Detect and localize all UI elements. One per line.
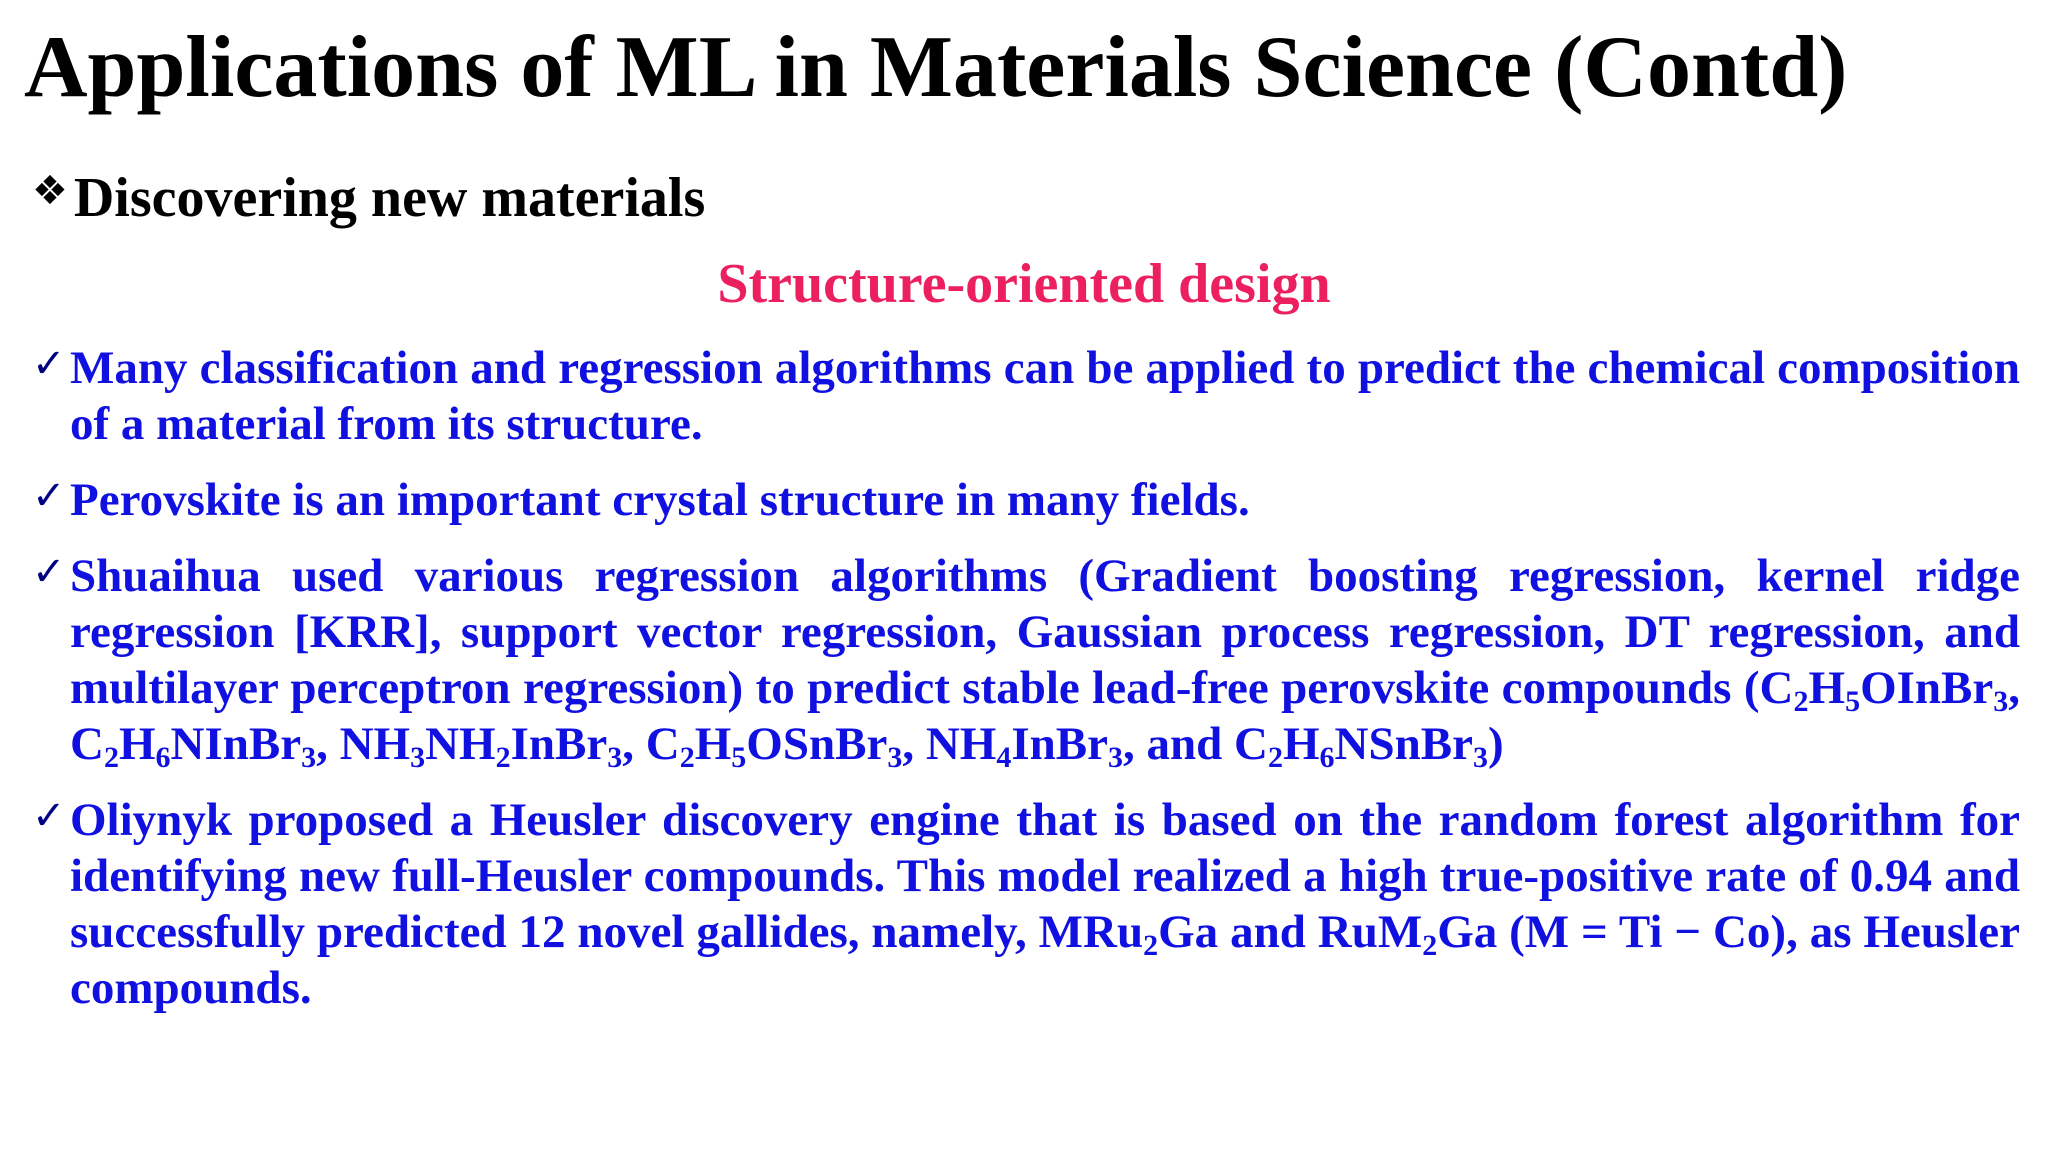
chemical-formula: $NH_4InBr_3$ — [925, 718, 1123, 774]
formula-list: ($C_2H_5OInBr_3$, $C_2H_6NInBr_3$, $NH_3NH_2InBr_3$, $C_2H_5OSnBr_3$, $NH_4InBr_3$, and $C_2H_6NSnBr_3$) — [70, 662, 2021, 774]
checkmark-icon: ✓ — [32, 473, 66, 519]
chemical-formula: $NH_3NH_2InBr_3$ — [339, 718, 623, 774]
slide-title: Applications of ML in Materials Science (Contd) — [24, 19, 1848, 116]
chemical-formula: $C_2H_5OInBr_3$ — [1759, 662, 2009, 718]
formula-rum2ga: RuM$_2$Ga — [1317, 906, 1498, 962]
chemical-formula: $C_2H_6NInBr_3$ — [70, 718, 317, 774]
bullet-text: Many classification and regression algorithms can be applied to predict the chemical composition of a material from its structure. — [70, 342, 2020, 450]
checkmark-icon: ✓ — [32, 549, 66, 595]
checkmark-icon: ✓ — [32, 341, 66, 387]
bullet-item-oliynyk — [32, 792, 2021, 1016]
bullet-list — [32, 340, 2021, 1036]
checkmark-icon: ✓ — [32, 793, 66, 839]
bullet-text: Perovskite is an important crystal structure in many fields. — [70, 474, 1250, 526]
chemical-formula: $C_2H_5OSnBr_3$ — [645, 718, 903, 774]
bullet-text: Oliynyk proposed a Heusler discovery engine that is based on the random forest algorithm for identifying new full-Heusler compounds. This model realized a high true-positive rate of 0.94 and successfully predicted 12 novel gallides, namely, — [70, 794, 2020, 958]
bullet-item-classification — [32, 340, 2020, 452]
section-heading-text: Discovering new materials — [73, 167, 706, 229]
section-heading — [32, 166, 705, 230]
formula-mru2ga: MRu$_2$Ga — [1038, 906, 1219, 962]
subheading: Structure-oriented design — [717, 253, 1331, 315]
chemical-formula: $C_2H_6NSnBr_3$ — [1233, 718, 1488, 774]
bullet-item-perovskite — [32, 472, 2020, 528]
bullet-text-joiner: and — [1218, 906, 1318, 958]
bullet-item-shuaihua — [32, 548, 2021, 774]
bullet-text: Shuaihua used various regression algorithms (Gradient boosting regression, kernel ridge regression [KRR], support vector regression, Gaussian process regression, DT regression, and multilayer perceptron regression) to predict stable lead-free perovskite compounds — [70, 550, 2020, 714]
bullet-text-outro: (M = Ti − Co), as Heusler compounds. — [70, 906, 2021, 1014]
diamond-bullet-icon: ❖ — [32, 168, 68, 214]
